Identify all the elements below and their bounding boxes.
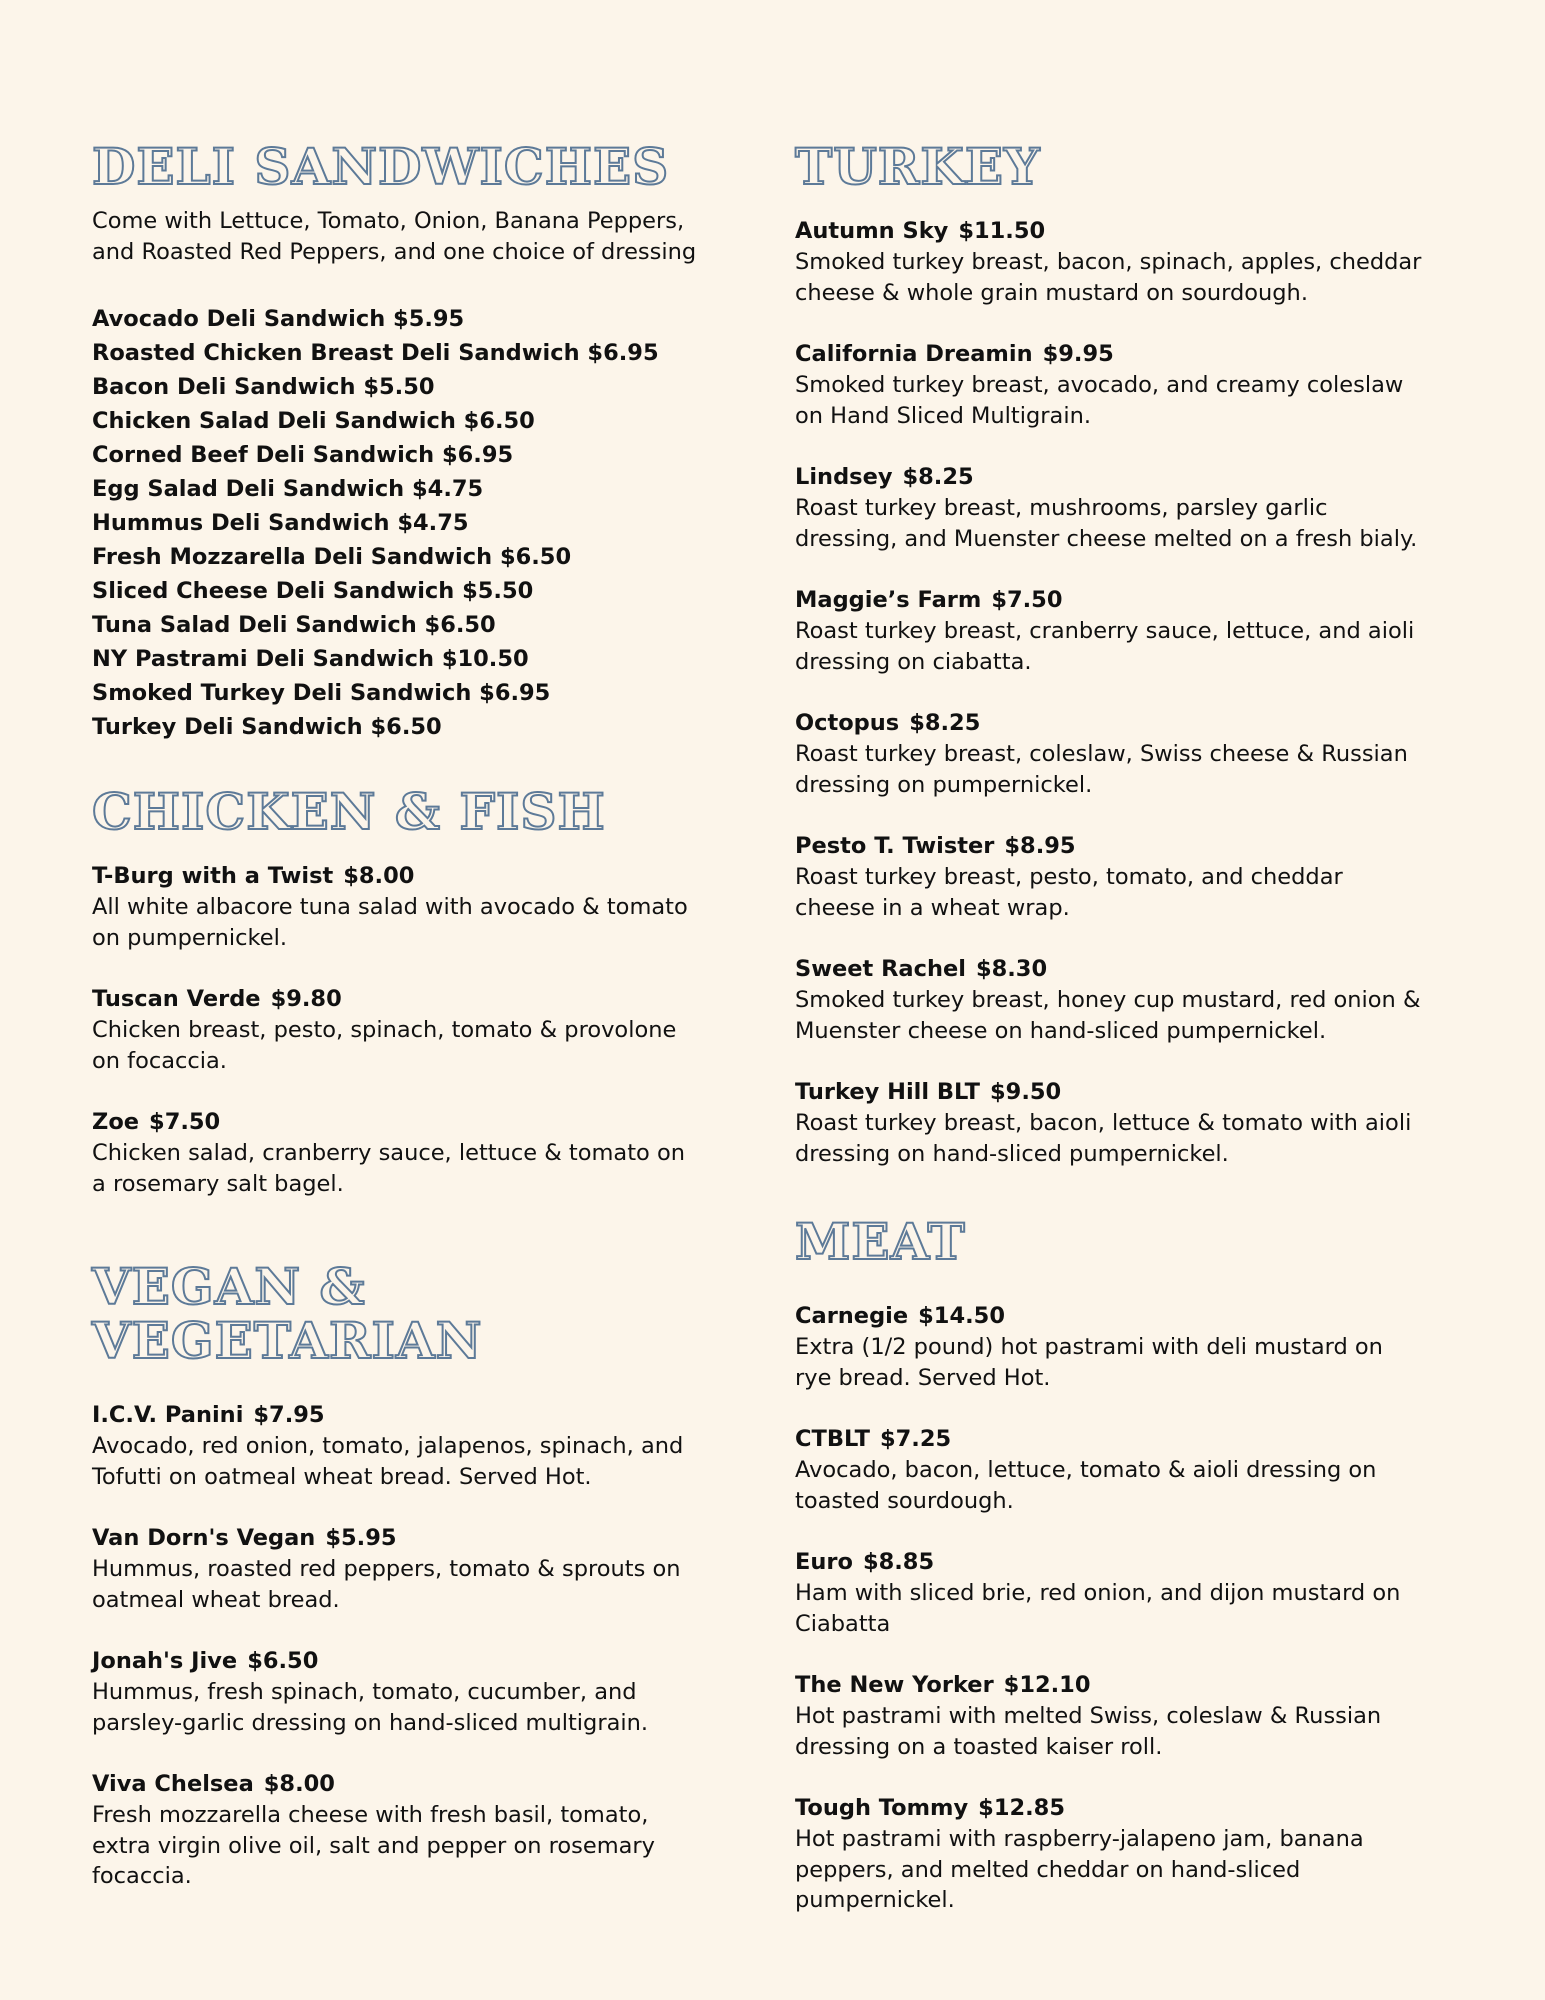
item-price: $9.50 <box>990 1079 1062 1105</box>
item-price: $8.25 <box>902 464 974 490</box>
deli-intro: Come with Lettuce, Tomato, Onion, Banana Peppers, and Roasted Red Peppers, and one choice of dressing <box>92 208 697 265</box>
menu-item <box>795 1424 1425 1516</box>
item-price: $8.85 <box>862 1549 935 1575</box>
menu-item <box>795 462 1425 554</box>
item-name: Jonah's Jive <box>92 1648 238 1674</box>
list-item: Smoked Turkey Deli Sandwich $6.95 <box>92 680 551 706</box>
vegan-heading: VEGAN & VEGETARIAN <box>92 1257 483 1370</box>
menu-item <box>795 708 1425 800</box>
item-price: $5.95 <box>325 1525 397 1551</box>
vegan-section <box>92 1257 692 1923</box>
meat-items <box>795 1301 1425 1916</box>
menu-item <box>92 1646 692 1738</box>
item-description: Roast turkey breast, cranberry sauce, lettuce, and aioli dressing on ciabatta. <box>795 618 1415 675</box>
menu-item <box>92 861 692 953</box>
item-description: Avocado, red onion, tomato, jalapenos, spinach, and Tofutti on oatmeal wheat bread. Served Hot. <box>92 1433 684 1490</box>
item-price: $11.50 <box>958 218 1046 244</box>
item-price: $7.25 <box>879 1426 952 1452</box>
list-item: Chicken Salad Deli Sandwich $6.50 <box>92 408 535 434</box>
item-description: Avocado, bacon, lettuce, tomato & aioli dressing on toasted sourdough. <box>795 1457 1377 1514</box>
item-price: $8.30 <box>975 956 1048 982</box>
item-description: Roast turkey breast, mushrooms, parsley garlic dressing, and Muenster cheese melted on a fresh bialy. <box>795 495 1418 552</box>
item-description: Smoked turkey breast, avocado, and creamy coleslaw on Hand Sliced Multigrain. <box>795 372 1404 429</box>
item-name: T-Burg with a Twist <box>92 863 334 889</box>
item-name: Tough Tommy <box>795 1795 969 1821</box>
turkey-heading: TURKEY <box>795 137 1041 196</box>
list-item: Fresh Mozzarella Deli Sandwich $6.50 <box>92 544 572 570</box>
menu-item <box>795 831 1425 923</box>
item-description: Ham with sliced brie, red onion, and dijon mustard on Ciabatta <box>795 1580 1401 1637</box>
item-description: Extra (1/2 pound) hot pastrami with deli mustard on rye bread. Served Hot. <box>795 1334 1383 1391</box>
item-description: Roast turkey breast, bacon, lettuce & tomato with aioli dressing on hand-sliced pumpernickel. <box>795 1110 1412 1167</box>
item-name: Viva Chelsea <box>92 1771 254 1797</box>
item-name: Zoe <box>92 1109 140 1135</box>
item-description: Hummus, roasted red peppers, tomato & sprouts on oatmeal wheat bread. <box>92 1556 681 1613</box>
item-price: $8.00 <box>263 1771 335 1797</box>
item-price: $8.95 <box>1004 833 1076 859</box>
list-item: Sliced Cheese Deli Sandwich $5.50 <box>92 578 534 604</box>
list-item: Roasted Chicken Breast Deli Sandwich $6.95 <box>92 340 659 366</box>
chicken-fish-section <box>92 782 692 1230</box>
item-description: Roast turkey breast, coleslaw, Swiss cheese & Russian dressing on pumpernickel. <box>795 741 1408 798</box>
item-description: Roast turkey breast, pesto, tomato, and cheddar cheese in a wheat wrap. <box>795 864 1343 921</box>
item-description: Chicken salad, cranberry sauce, lettuce & tomato on a rosemary salt bagel. <box>92 1140 685 1197</box>
meat-section <box>795 1212 1425 1947</box>
deli-heading: DELI SANDWICHES <box>92 137 670 196</box>
list-item: NY Pastrami Deli Sandwich $10.50 <box>92 646 529 672</box>
item-price: $8.25 <box>909 710 981 736</box>
menu-item <box>92 984 692 1076</box>
item-price: $7.95 <box>253 1402 325 1428</box>
item-name: Maggie’s Farm <box>795 587 982 613</box>
menu-item <box>795 585 1425 677</box>
item-price: $9.95 <box>1042 341 1114 367</box>
vegan-items <box>92 1400 692 1892</box>
item-price: $9.80 <box>270 986 342 1012</box>
menu-item <box>795 954 1425 1046</box>
menu-item <box>92 1107 692 1199</box>
menu-item <box>92 1769 692 1892</box>
item-price: $12.10 <box>1003 1672 1091 1698</box>
item-name: Lindsey <box>795 464 893 490</box>
menu-item <box>92 1400 692 1492</box>
turkey-items <box>795 216 1425 1169</box>
item-price: $8.00 <box>343 863 415 889</box>
list-item: Tuna Salad Deli Sandwich $6.50 <box>92 612 496 638</box>
item-name: Tuscan Verde <box>92 986 261 1012</box>
list-item: Avocado Deli Sandwich $5.95 <box>92 306 465 332</box>
item-name: I.C.V. Panini <box>92 1402 244 1428</box>
item-name: California Dreamin <box>795 341 1033 367</box>
item-description: Hot pastrami with raspberry-jalapeno jam, banana peppers, and melted cheddar on hand-sliced pumpernickel. <box>795 1826 1364 1913</box>
item-name: Pesto T. Twister <box>795 833 995 859</box>
item-name: Autumn Sky <box>795 218 949 244</box>
list-item: Turkey Deli Sandwich $6.50 <box>92 714 442 740</box>
item-price: $6.50 <box>247 1648 319 1674</box>
item-description: Smoked turkey breast, honey cup mustard, red onion & Muenster cheese on hand-sliced pumpernickel. <box>795 987 1421 1044</box>
list-item: Corned Beef Deli Sandwich $6.95 <box>92 442 514 468</box>
item-name: Octopus <box>795 710 900 736</box>
deli-section <box>92 137 752 744</box>
item-name: Van Dorn's Vegan <box>92 1525 316 1551</box>
menu-item <box>795 1077 1425 1169</box>
meat-heading: MEAT <box>795 1212 966 1271</box>
menu-item <box>795 339 1425 431</box>
item-name: Sweet Rachel <box>795 956 966 982</box>
item-name: Carnegie <box>795 1303 909 1329</box>
item-description: Fresh mozzarella cheese with fresh basil, tomato, extra virgin olive oil, salt and pepper on rosemary focaccia. <box>92 1802 655 1889</box>
deli-list <box>92 302 752 744</box>
item-name: Euro <box>795 1549 853 1575</box>
item-price: $14.50 <box>918 1303 1005 1329</box>
menu-item <box>92 1523 692 1615</box>
item-description: All white albacore tuna salad with avocado & tomato on pumpernickel. <box>92 894 688 951</box>
menu-item <box>795 1670 1425 1762</box>
list-item: Hummus Deli Sandwich $4.75 <box>92 510 469 536</box>
chicken-fish-heading: CHICKEN & FISH <box>92 782 606 841</box>
menu-item <box>795 1301 1425 1393</box>
menu-item <box>795 216 1425 308</box>
item-price: $12.85 <box>978 1795 1065 1821</box>
item-name: The New Yorker <box>795 1672 994 1698</box>
item-name: CTBLT <box>795 1426 870 1452</box>
turkey-section <box>795 137 1425 1200</box>
menu-item <box>795 1793 1425 1916</box>
item-name: Turkey Hill BLT <box>795 1079 981 1105</box>
list-item: Egg Salad Deli Sandwich $4.75 <box>92 476 484 502</box>
chicken-fish-items <box>92 861 692 1199</box>
item-price: $7.50 <box>149 1109 221 1135</box>
menu-item <box>795 1547 1425 1639</box>
item-description: Chicken breast, pesto, spinach, tomato & provolone on focaccia. <box>92 1017 677 1074</box>
item-price: $7.50 <box>991 587 1063 613</box>
item-description: Hot pastrami with melted Swiss, coleslaw & Russian dressing on a toasted kaiser roll. <box>795 1703 1382 1760</box>
item-description: Hummus, fresh spinach, tomato, cucumber, and parsley-garlic dressing on hand-sliced multigrain. <box>92 1679 649 1736</box>
item-description: Smoked turkey breast, bacon, spinach, apples, cheddar cheese & whole grain mustard on sourdough. <box>795 249 1422 306</box>
list-item: Bacon Deli Sandwich $5.50 <box>92 374 435 400</box>
